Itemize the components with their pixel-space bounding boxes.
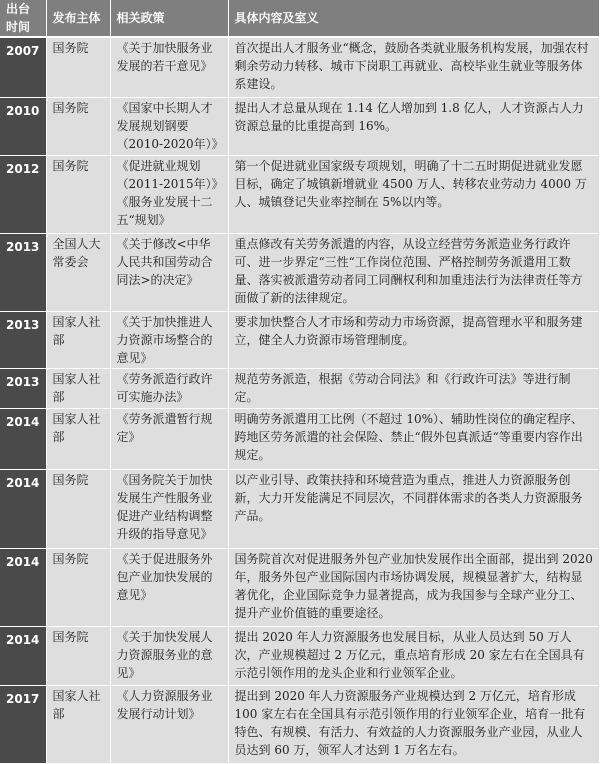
content-cell: 第一个促进就业国家级专项规划，明确了十二五时期促进就业发愿目标，确定了城镇新增就业 4500 万人、转移农业劳动力 4000 万人、城镇登记失业率控制在 5%以内等。 [228,156,600,234]
policy-cell: 《人力资源服务业发展行动计划》 [110,686,228,764]
year-cell: 2013 [0,234,46,312]
content-cell: 要求加快整合人才市场和劳动力市场资源，提高管理水平和服务建立，健全人力资源市场管理制度。 [228,312,600,369]
content-cell: 重点修改有关劳务派遣的内容，从设立经营劳务派造业务行政许可、进一步界定“三性“工作岗位范围、严格控制劳务派遣用工数量、落实被派遣劳动者同工同酬权利和加重违法行为法律责任等方面做了新的法律规定。 [228,234,600,312]
policy-cell: 《劳务派造行政许可实施办法》 [110,369,228,409]
issuer-cell: 国家人社部 [46,312,110,369]
issuer-cell: 国务院 [46,37,110,98]
issuer-cell: 国家人社部 [46,409,110,470]
policy-cell: 《关于加快推进人力资源市场整合的意见》 [110,312,228,369]
year-cell: 2010 [0,98,46,156]
policy-cell: 《关于加快服务业发展的若干意见》 [110,37,228,98]
content-cell: 以产业引导、政策扶持和环境营造为重点，推进人力资源服务创新，大力开发能满足不同层次，不同群体需求的各类人力资源服务产品。 [228,470,600,549]
table-row [0,98,600,156]
table-row [0,470,600,549]
issuer-cell: 国家人社部 [46,369,110,409]
year-cell: 2013 [0,369,46,409]
issuer-cell: 国务院 [46,98,110,156]
content-cell: 国务院首次对促进服务外包产业加快发展作出全面部，提出到 2020 年，服务外包产业国际国内市场协调发展，规模显著扩大，结构显著优化，企业国际竞争力显著提高，成为我国参与全球产业分工、提升产业价值链的重要途径。 [228,549,600,627]
content-cell: 首次提出人才服务业“概念，鼓励各类就业服务机构发展，加强农村剩余劳动力转移、城市下岗职工再就业、高校毕业生就业等服务体系建设。 [228,37,600,98]
issuer-cell: 国务院 [46,627,110,686]
table-row [0,156,600,234]
policy-cell: 《国家中长期人才发展规划钢要（2010-2020年）》 [110,98,228,156]
year-cell: 2014 [0,409,46,470]
header-time: 出台时间 [0,0,46,37]
year-cell: 2014 [0,549,46,627]
header-issuer: 发布主体 [46,0,110,37]
policy-cell: 《国务院关于加快发展生产性服务业促进产业结构调整升级的指导意见》 [110,470,228,549]
issuer-cell: 全国人大常委会 [46,234,110,312]
content-cell: 明确劳务派遣用工比例（不超过 10%）、辅助性岗位的确定程序、跨地区劳务派遣的社会保险、禁止“假外包真派适“等重要内容作出规定。 [228,409,600,470]
table-row [0,627,600,686]
table-row [0,312,600,369]
year-cell: 2014 [0,627,46,686]
policy-cell: 《关于促进服务外包产业加快发展的意见》 [110,549,228,627]
year-cell: 2014 [0,470,46,549]
table-row [0,409,600,470]
policy-cell: 《关于加快发展人力资源服务业的意见》 [110,627,228,686]
table-row [0,686,600,764]
year-cell: 2012 [0,156,46,234]
issuer-cell: 国家人社部 [46,686,110,764]
table-header-row [0,0,600,37]
content-cell: 提出到 2020 年人力资源服务产业规模达到 2 万亿元，培育形成 100 家左右在全国具有示范引领作用的行业领军企业，培育一批有特色、有规模、有活力、有效益的人力资源服务业产业园，从业人员达到 60 万，领军人才达到 1 万名左右。 [228,686,600,764]
content-cell: 规范劳务派造，根据《劳动合同法》和《行政许可法》等进行制定。 [228,369,600,409]
issuer-cell: 国务院 [46,470,110,549]
table-row [0,369,600,409]
issuer-cell: 国务院 [46,549,110,627]
year-cell: 2013 [0,312,46,369]
policy-cell: 《促进就业规划（2011-2015年）》《服务业发展十二五“规划》 [110,156,228,234]
content-cell: 提出人才总量从现在 1.14 亿人增加到 1.8 亿人，人才资源占人力资源总量的比重提高到 16%。 [228,98,600,156]
header-content: 具体内容及室义 [228,0,600,37]
policy-cell: 《劳务派遣暂行规定》 [110,409,228,470]
header-policy: 相关政策 [110,0,228,37]
table-row [0,234,600,312]
table-row [0,37,600,98]
policy-cell: 《关于修改<中华人民共和国劳动合同法>的决定》 [110,234,228,312]
issuer-cell: 国务院 [46,156,110,234]
year-cell: 2007 [0,37,46,98]
content-cell: 提出 2020 年人力资源服务也发展目标，从业人员达到 50 万人次，产业规模超过 2 万亿元，重点培育形成 20 家左右在全国具有示范引领作用的龙头企业和行业领军企业。 [228,627,600,686]
table-row [0,549,600,627]
year-cell: 2017 [0,686,46,764]
